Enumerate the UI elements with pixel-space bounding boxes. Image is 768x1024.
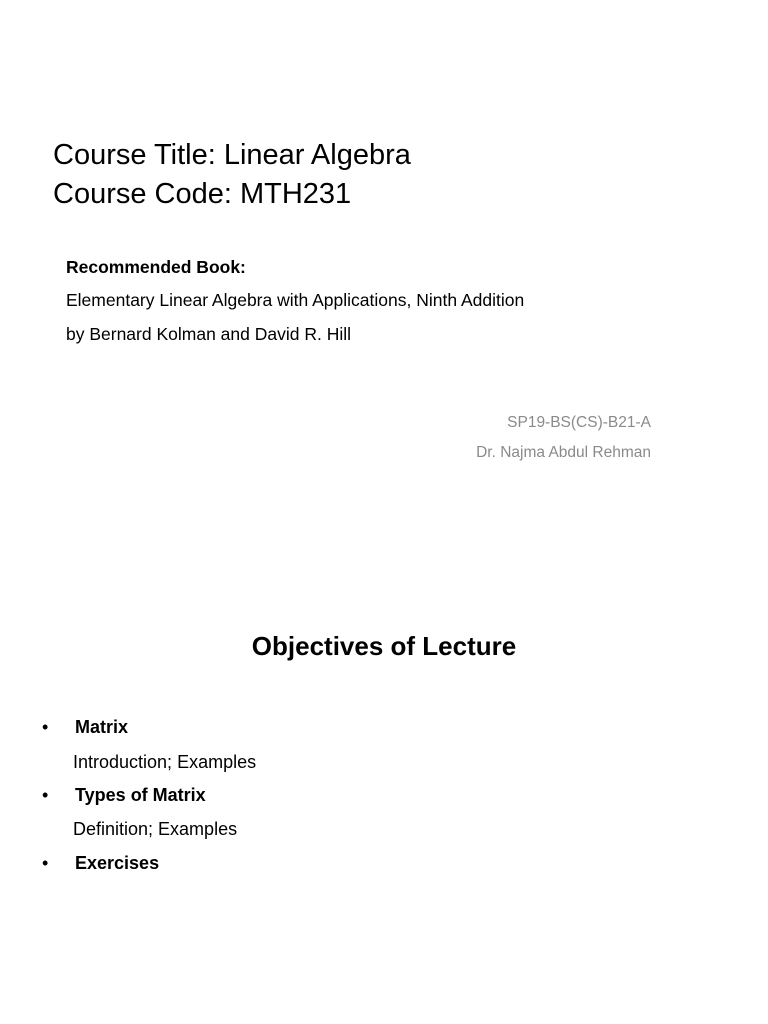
- course-title: Course Title: Linear Algebra: [53, 139, 411, 171]
- bullet-icon: •: [42, 853, 49, 873]
- course-code: Course Code: MTH231: [53, 178, 352, 210]
- objective-heading: Matrix: [75, 717, 129, 737]
- objective-item-exercises: [0, 850, 768, 884]
- recommended-book-heading: Recommended Book:: [66, 257, 246, 277]
- objective-item-types-of-matrix: [0, 782, 768, 816]
- objective-heading: Exercises: [75, 853, 160, 873]
- bullet-icon: •: [42, 785, 49, 805]
- objectives-title: Objectives of Lecture: [251, 631, 517, 661]
- instructor-name: Dr. Najma Abdul Rehman: [476, 444, 651, 461]
- book-authors: by Bernard Kolman and David R. Hill: [66, 324, 351, 344]
- objectives-slide: [0, 560, 768, 1024]
- bullet-icon: •: [42, 717, 49, 737]
- section-code: SP19-BS(CS)-B21-A: [507, 414, 651, 431]
- objective-subtext: Definition; Examples: [73, 819, 238, 839]
- objective-item-matrix: [0, 714, 768, 748]
- book-title: Elementary Linear Algebra with Applications, Ninth Addition: [66, 290, 525, 310]
- objective-subtext: Introduction; Examples: [73, 752, 257, 772]
- objective-heading: Types of Matrix: [75, 785, 206, 805]
